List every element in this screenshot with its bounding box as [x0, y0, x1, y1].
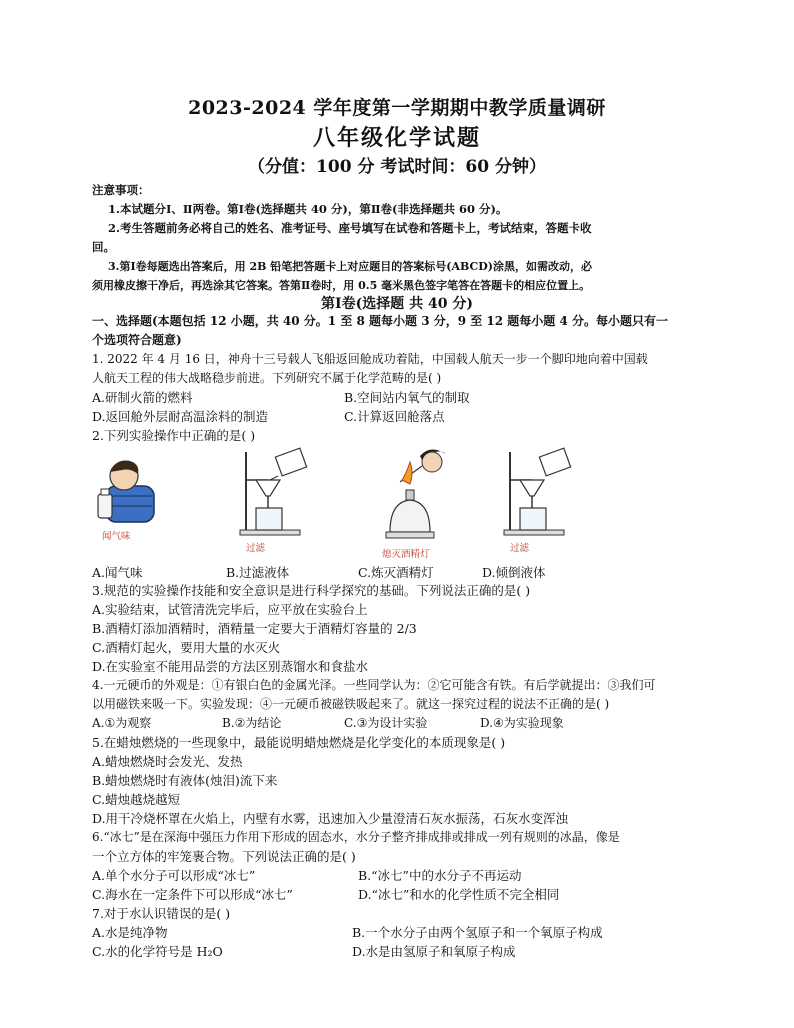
q4-option-a: A.①为观察: [92, 716, 152, 730]
filtration-figure-d-image: [502, 450, 582, 536]
notes-label: 注意事项：: [92, 183, 150, 197]
q5-option-d: D.用干冷烧杯罩在火焰上，内壁有水雾，迅速加入少量澄清石灰水振荡，石灰水变浑浊: [92, 811, 569, 826]
exam-subtitle: 八年级化学试题: [312, 125, 481, 151]
exam-title: 2023-2024 学年度第一学期期中教学质量调研: [188, 97, 606, 119]
q2-option-d: D.倾倒液体: [482, 565, 546, 580]
q3-option-a: A.实验结束，试管清洗完毕后，应平放在实验台上: [92, 602, 368, 617]
part-1-instructions-cont: 个选项符合题意): [92, 333, 182, 347]
q1-stem: 1. 2022 年 4 月 16 日，神舟十三号载人飞船返回舱成功着陆，中国载人航天一步一个脚印地向着中国载: [92, 352, 648, 366]
q4-stem: 4.一元硬币的外观是：①有银白色的金属光泽。一些同学认为：②它可能含有铁。有后学就提出：③我们可: [92, 678, 656, 692]
q5-option-c: C.蜡烛越烧越短: [92, 792, 181, 807]
q3-option-b: B.酒精灯添加酒精时，酒精量一定要大于酒精灯容量的 2/3: [92, 621, 417, 636]
filtration-figure-b-image: [238, 450, 318, 536]
q7-option-b: B.一个水分子由两个氢原子和一个氧原子构成: [352, 925, 603, 940]
q6-option-b: B.“冰七”中的水分子不再运动: [358, 868, 522, 883]
q2-option-c: C.炼灭酒精灯: [358, 565, 434, 580]
q7-option-d: D.水是由氢原子和氧原子构成: [352, 944, 516, 959]
q4-option-d: D.④为实验现象: [480, 716, 564, 730]
q1-option-d: D.返回舱外层耐高温涂料的制造: [92, 409, 269, 424]
q1-stem-cont: 人航天工程的伟大战略稳步前进。下列研究不属于化学范畴的是( ): [92, 371, 442, 385]
q1-option-c: C.计算返回舱落点: [344, 409, 445, 424]
note-3: 3.第Ⅰ卷每题选出答案后，用 2B 铅笔把答题卡上对应题目的答案标号(ABCD)涂黑，如需改动，必: [108, 260, 592, 273]
note-2: 2.考生答题前务必将自己的姓名、准考证号、座号填写在试卷和答题卡上，考试结束，答题卡收: [108, 221, 592, 235]
q3-option-c: C.酒精灯起火，要用大量的水灭火: [92, 640, 281, 655]
q1-option-a: A.研制火箭的燃料: [92, 390, 193, 405]
q3-stem: 3.规范的实验操作技能和安全意识是进行科学探究的基础。下列说法正确的是( ): [92, 583, 531, 598]
q2-option-b: B.过滤液体: [226, 565, 290, 580]
q2-option-a: A.闻气味: [92, 565, 143, 580]
section-1-title: 第Ⅰ卷(选择题 共 40 分): [321, 296, 473, 312]
q5-option-b: B.蜡烛燃烧时有液体(烛泪)流下来: [92, 773, 278, 788]
q3-option-d: D.在实验室不能用品尝的方法区别蒸馏水和食盐水: [92, 659, 369, 674]
q6-option-c: C.海水在一定条件下可以形成“冰七”: [92, 887, 293, 902]
q6-stem-cont: 一个立方体的牢笼裹合物。下列说法正确的是( ): [92, 849, 356, 864]
alcohol-lamp-figure-image: [376, 446, 452, 542]
q6-stem: 6.“冰七”是在深海中强压力作用下形成的固态水，水分子整齐排成排或排成一列有规则的冰晶，像是: [92, 830, 620, 844]
q6-option-d: D.“冰七”和水的化学性质不完全相同: [358, 887, 560, 902]
q7-option-c: C.水的化学符号是 H₂O: [92, 944, 223, 959]
q4-stem-cont: 以用磁铁来吸一下。实验发现：④一元硬币被磁铁吸起来了。就这一探究过程的说法不正确的是( ): [92, 697, 610, 711]
smelling-figure-image: [96, 456, 160, 526]
q5-stem: 5.在蜡烛燃烧的一些现象中，最能说明蜡烛燃烧是化学变化的本质现象是( ): [92, 735, 506, 750]
note-1: 1.本试题分Ⅰ、Ⅱ两卷。第Ⅰ卷(选择题共 40 分)，第Ⅱ卷(非选择题共 60 分)。: [108, 202, 508, 216]
q1-option-b: B.空间站内氧气的制取: [344, 390, 470, 405]
part-1-instructions: 一、选择题(本题包括 12 小题，共 40 分。1 至 8 题每小题 3 分，9 至 12 题每小题 4 分。每小题只有一: [92, 314, 669, 328]
figure-d-caption: 过滤: [510, 543, 530, 554]
figure-a-caption: 闻气味: [102, 531, 131, 542]
note-2-cont: 回。: [92, 240, 115, 254]
q4-option-b: B.②为结论: [222, 716, 282, 730]
exam-score-time: （分值：100 分 考试时间：60 分钟）: [248, 157, 546, 177]
q5-option-a: A.蜡烛燃烧时会发光、发热: [92, 754, 243, 769]
note-3-cont: 须用橡皮擦干净后，再选涂其它答案。答第Ⅱ卷时，用 0.5 毫米黑色签字笔答在答题卡的相应位置上。: [92, 279, 591, 292]
figure-c-caption: 熄灭酒精灯: [382, 549, 430, 560]
q2-stem: 2.下列实验操作中正确的是( ): [92, 428, 256, 443]
q6-option-a: A.单个水分子可以形成“冰七”: [92, 868, 256, 883]
q7-option-a: A.水是纯净物: [92, 925, 168, 940]
q4-option-c: C.③为设计实验: [344, 716, 428, 730]
figure-b-caption: 过滤: [246, 543, 266, 554]
q7-stem: 7.对于水认识错误的是( ): [92, 906, 231, 921]
